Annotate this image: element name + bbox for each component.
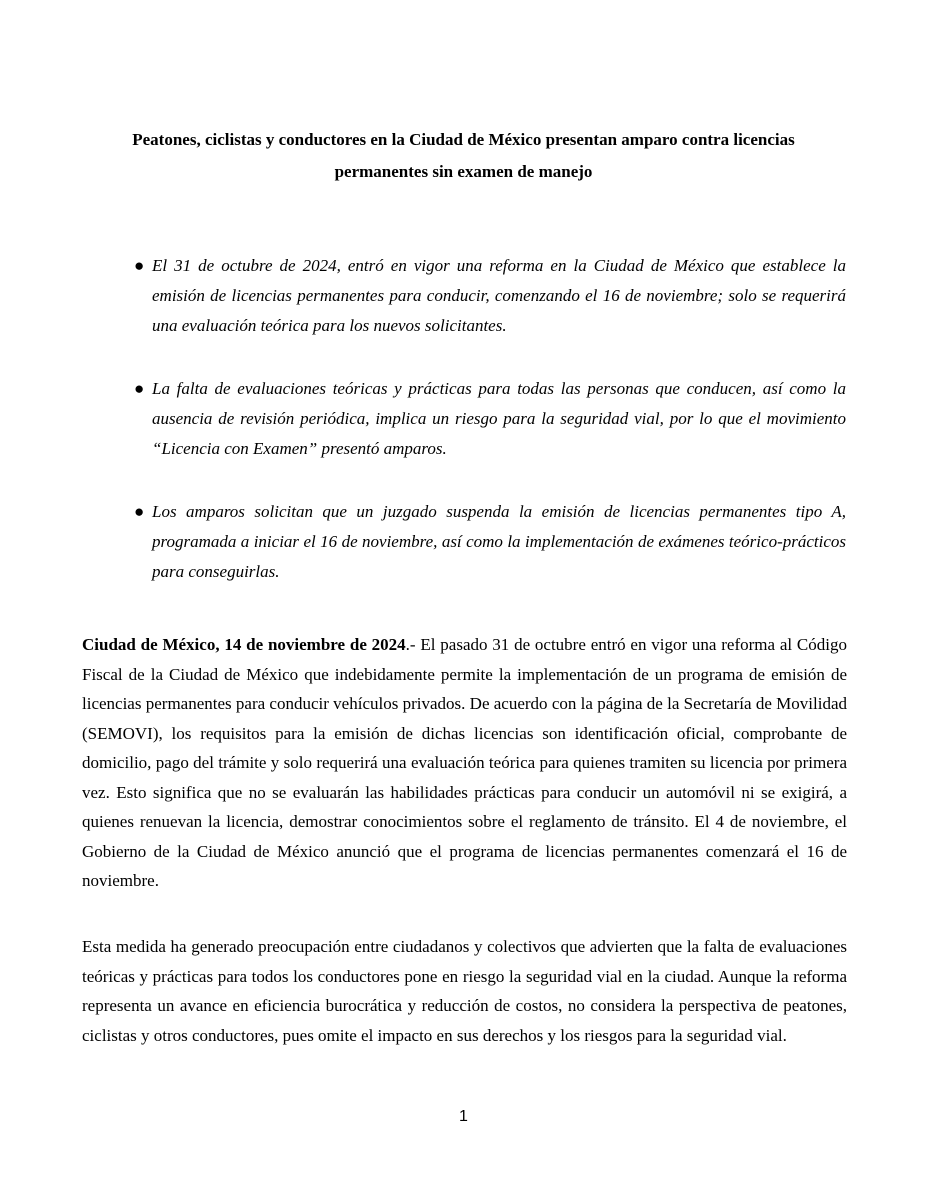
bullet-text: La falta de evaluaciones teóricas y prácticas para todas las personas que conducen, así como la ausencia de revisión periódica, implica un riesgo para la seguridad vial, por lo que el movimiento “Licencia con Examen” presentó amparos. — [152, 379, 846, 458]
summary-bullet-item — [134, 497, 846, 587]
document-title: Peatones, ciclistas y conductores en la Ciudad de México presentan amparo contra licencias permanentes sin examen de manejo — [132, 130, 795, 181]
summary-bullet-item — [134, 374, 846, 464]
page-number: 1 — [459, 1108, 468, 1125]
body-paragraph-1-text: .- El pasado 31 de octubre entró en vigor una reforma al Código Fiscal de la Ciudad de México que indebidamente permite la implementación de un programa de emisión de licencias permanentes para conducir vehículos privados. De acuerdo con la página de la Secretaría de Movilidad (SEMOVI), los requisitos para la emisión de dichas licencias son identificación oficial, comprobante de domicilio, pago del trámite y solo requerirá una evaluación teórica para quienes tramiten su licencia por primera vez. Esto significa que no se evaluarán las habilidades prácticas para conducir un automóvil ni se exigirá, a quienes renuevan la licencia, demostrar conocimientos sobre el reglamento de tránsito. El 4 de noviembre, el Gobierno de la Ciudad de México anunció que el programa de licencias permanentes comenzará el 16 de noviembre. — [82, 635, 847, 890]
dateline: Ciudad de México, 14 de noviembre de 2024 — [82, 635, 406, 654]
bullet-text: El 31 de octubre de 2024, entró en vigor una reforma en la Ciudad de México que establece la emisión de licencias permanentes para conducir, comenzando el 16 de noviembre; solo se requerirá una evaluación teórica para los nuevos solicitantes. — [152, 256, 846, 335]
summary-bullet-list — [134, 251, 846, 620]
bullet-icon: ● — [134, 502, 145, 521]
summary-bullet-item — [134, 251, 846, 341]
bullet-text: Los amparos solicitan que un juzgado suspenda la emisión de licencias permanentes tipo A, programada a iniciar el 16 de noviembre, así como la implementación de exámenes teórico-prácticos para conseguirlas. — [152, 502, 846, 581]
body-paragraph-1 — [82, 630, 847, 896]
bullet-icon: ● — [134, 256, 145, 275]
bullet-icon: ● — [134, 379, 145, 398]
body-paragraph-2: Esta medida ha generado preocupación entre ciudadanos y colectivos que advierten que la falta de evaluaciones teóricas y prácticas para todos los conductores pone en riesgo la seguridad vial en la ciudad. Aunque la reforma representa un avance en eficiencia burocrática y reducción de costos, no considera la perspectiva de peatones, ciclistas y otros conductores, pues omite el impacto en sus derechos y los riesgos para la seguridad vial. — [82, 937, 847, 1045]
